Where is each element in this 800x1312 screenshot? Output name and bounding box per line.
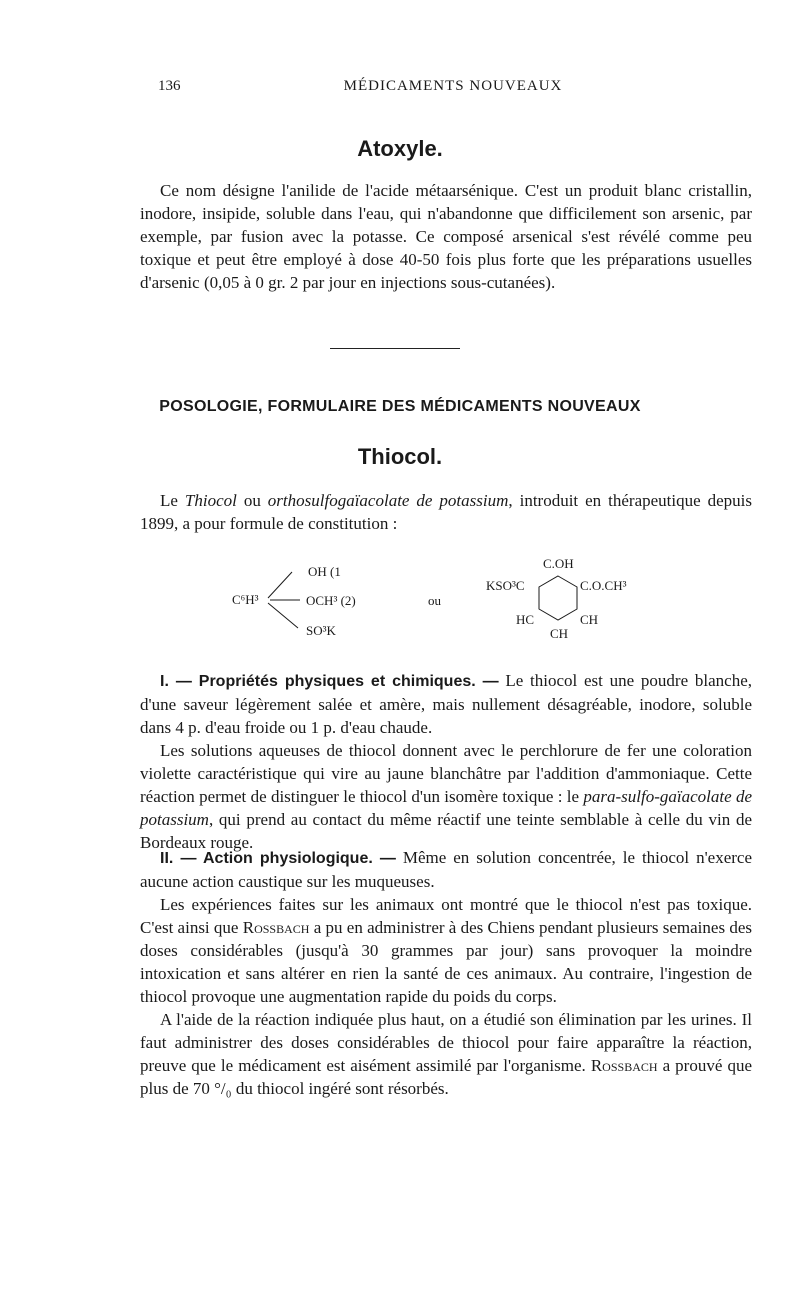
section-title: POSOLOGIE, FORMULAIRE DES MÉDICAMENTS NOUVEAUX xyxy=(159,398,641,415)
ring-top-label: C.OH xyxy=(543,556,574,571)
part1-paragraph-1 xyxy=(140,669,752,739)
part2-text-2a: Les expériences faites sur les animaux ont montré que le thiocol n'est pas toxique. C'est ainsi que xyxy=(140,895,752,937)
part2-text-3a: A l'aide de la réaction indiquée plus haut, on a étudié son élimination par les urines. Il faut administrer des doses considérables de thiocol pour faire apparaître la réaction, preuve que le médicament est aisément assimilé par l'organisme. xyxy=(140,1010,752,1075)
formula-drawing xyxy=(220,548,660,648)
intro-text-a: Le xyxy=(160,491,185,510)
author-name: Rossbach xyxy=(590,1056,658,1075)
bond-line xyxy=(268,603,298,628)
formula-or: ou xyxy=(428,593,441,608)
substituent-och3: OCH³ (2) xyxy=(306,593,356,608)
ring-right-top-label: C.O.CH³ xyxy=(580,578,627,593)
part2-paragraph-2 xyxy=(140,893,752,1008)
part2-body xyxy=(140,846,752,1100)
ring-bottom-label: CH xyxy=(550,626,569,641)
benzene-ring xyxy=(539,576,577,620)
atoxyle-paragraph: Ce nom désigne l'anilide de l'acide métaarsénique. C'est un produit blanc cristallin, inodore, insipide, soluble dans l'eau, qui n'abandonne que difficilement son arsenic, par exemple, par fusion avec la potasse. Ce composé arsenical s'est révélé comme peu toxique et peut être employé à dose 40-50 fois plus forte que les préparations usuelles d'arsenic (0,05 à 0 gr. 2 par jour en injections sous-cutanées). xyxy=(140,181,752,292)
thiocol-synonym: orthosulfogaïacolate de potassium xyxy=(267,491,509,510)
heading-thiocol: Thiocol. xyxy=(357,444,443,469)
thiocol-intro xyxy=(140,489,752,535)
formula-core: C⁶H³ xyxy=(232,592,259,607)
part2-label: II. — Action physiologique. — xyxy=(160,850,396,867)
running-head xyxy=(158,78,748,100)
intro-text-c: , introduit en thérapeutique depuis 1899, a pour formule de constitution : xyxy=(140,491,752,533)
running-title: MÉDICAMENTS NOUVEAUX xyxy=(343,78,563,94)
part1-label: I. — Propriétés physiques et chimiques. — xyxy=(160,673,499,690)
atoxyle-body xyxy=(140,179,752,294)
heading-atoxyle: Atoxyle. xyxy=(357,136,443,161)
page-number: 136 xyxy=(158,78,181,94)
part1-paragraph-2 xyxy=(140,739,752,854)
substituent-oh: OH (1 xyxy=(308,564,341,579)
isomer-name: para-sulfo-gaïacolate de potassium xyxy=(140,787,753,829)
intro-text-b: ou xyxy=(236,491,268,510)
part2-paragraph-1 xyxy=(140,846,752,893)
bond-line xyxy=(268,572,292,598)
structural-formula xyxy=(220,548,660,648)
part2-paragraph-3 xyxy=(140,1008,752,1100)
part2-text-2b: a pu en administrer à des Chiens pendant plusieurs semaines des doses considérables (jusqu'à 30 grammes par jour) sans provoquer la moindre intoxication et sans altérer en rien la santé de ces animaux. Au contraire, l'ingestion de thiocol provoque une augmentation rapide du poids du corps. xyxy=(140,918,752,1006)
part1-text-1: Le thiocol est une poudre blanche, d'une saveur légèrement salée et amère, mais nullement désagréable, inodore, soluble dans 4 p. d'eau froide ou 1 p. d'eau chaude. xyxy=(140,671,752,737)
part2-text-3b: a prouvé que plus de 70 °/₀ du thiocol ingéré sont résorbés. xyxy=(140,1056,752,1098)
part2-text-1: Même en solution concentrée, le thiocol n'exerce aucune action caustique sur les muqueuses. xyxy=(140,848,753,891)
thiocol-intro-paragraph xyxy=(140,489,752,535)
part1-body xyxy=(140,669,752,854)
part1-text-2b: , qui prend au contact du même réactif une teinte semblable à celle du vin de Bordeaux rouge. xyxy=(140,810,752,852)
ring-right-bottom-label: CH xyxy=(580,612,599,627)
ring-left-bottom-label: HC xyxy=(516,612,535,627)
ring-left-top-label: KSO³C xyxy=(486,578,525,593)
substituent-so3k: SO³K xyxy=(306,623,336,638)
part1-text-2a: Les solutions aqueuses de thiocol donnent avec le perchlorure de fer une coloration violette caractéristique qui vire au jaune blanchâtre par l'addition d'ammoniaque. Cette réaction permet de distinguer le thiocol d'un isomère toxique : le xyxy=(140,741,752,806)
thiocol-name: Thiocol xyxy=(184,491,237,510)
author-name: Rossbach xyxy=(242,918,310,937)
section-divider xyxy=(330,348,460,349)
